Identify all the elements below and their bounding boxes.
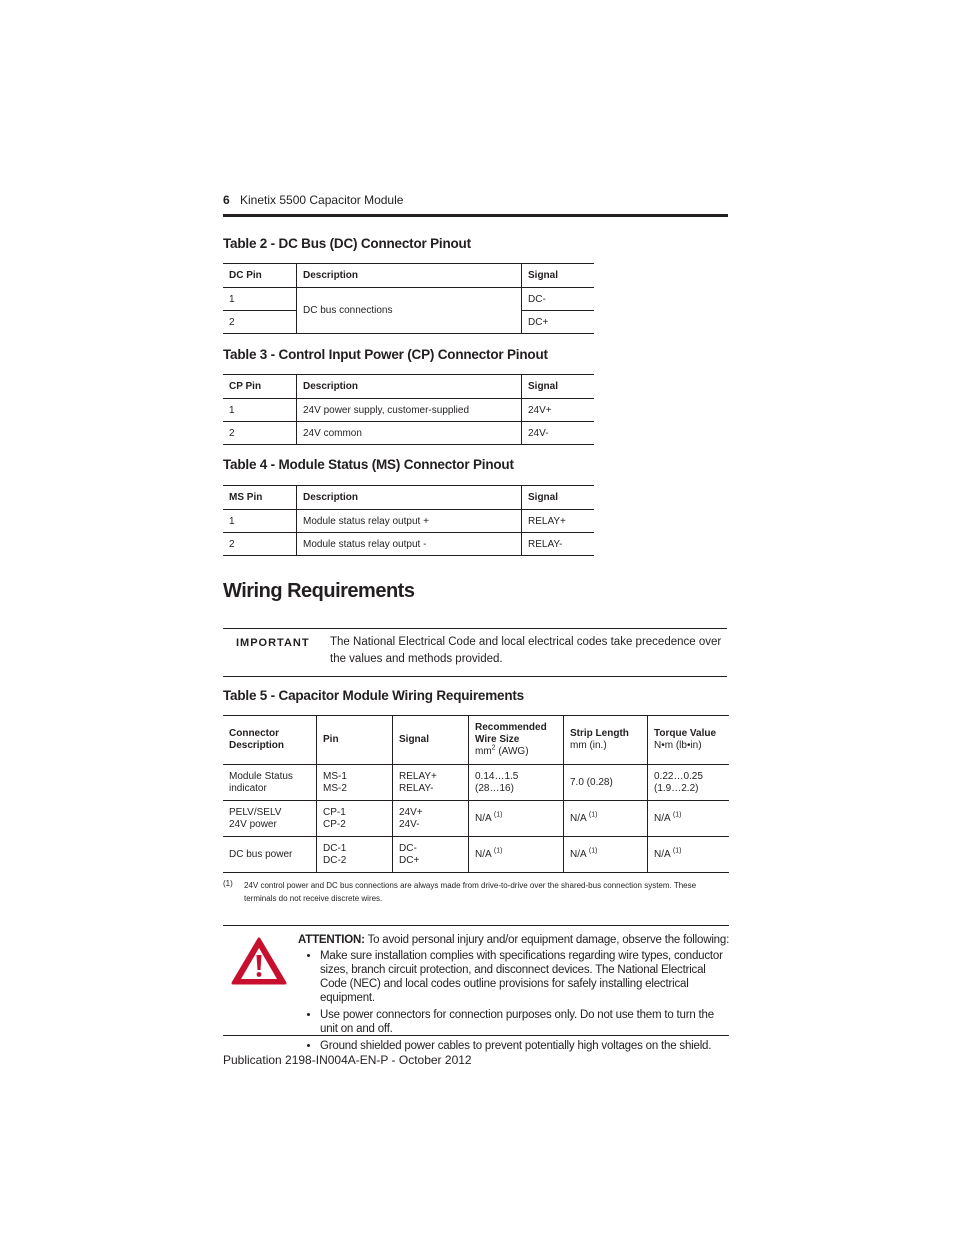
connector-cell: [223, 801, 317, 837]
cell-value: N/A: [570, 848, 587, 860]
column-header: CP Pin: [223, 375, 297, 399]
cell-line: 24V power: [229, 818, 277, 830]
footnote-ref: (1): [588, 847, 598, 855]
pin-cell: 1: [223, 510, 297, 533]
header-line: Torque Value: [654, 728, 717, 739]
torque-cell: [648, 837, 730, 873]
cell-value: N/A: [475, 848, 492, 860]
cell-line: MS-2: [323, 782, 347, 794]
column-header: Signal: [522, 264, 595, 288]
wire-size-cell: [469, 801, 564, 837]
cell-line: (1.9…2.2): [654, 782, 699, 794]
cell-line: DC-2: [323, 854, 347, 866]
pin-cell: 2: [223, 311, 297, 334]
strip-length-cell: 7.0 (0.28): [564, 765, 648, 801]
cell-value: N/A: [570, 812, 587, 824]
attention-list: [298, 949, 730, 1053]
important-label: IMPORTANT: [236, 637, 310, 649]
footnote-ref: (1): [493, 811, 503, 819]
header-rule: [223, 214, 728, 217]
table-row: [223, 765, 729, 801]
unit-text: mm: [475, 746, 492, 757]
header-unit: mm (in.): [570, 740, 607, 751]
cell-line: indicator: [229, 782, 267, 794]
cell-line: 24V+: [399, 806, 423, 818]
pin-cell: 1: [223, 288, 297, 311]
table-header-row: [223, 375, 594, 399]
connector-cell: DC bus power: [223, 837, 317, 873]
pin-cell: [317, 765, 393, 801]
torque-cell: [648, 801, 730, 837]
signal-cell: 24V+: [522, 399, 595, 422]
header-line: Wire Size: [475, 734, 520, 745]
cell-line: DC-1: [323, 842, 347, 854]
wire-size-cell: [469, 837, 564, 873]
column-header-wire-size: [469, 716, 564, 765]
list-item: • Use power connectors for connection purposes only. Do not use them to turn the unit on and off.: [320, 1008, 730, 1036]
signal-cell: RELAY+: [522, 510, 595, 533]
cell-value: N/A: [654, 848, 671, 860]
cell-line: 0.14…1.5: [475, 770, 519, 782]
description-cell: Module status relay output +: [297, 510, 522, 533]
signal-cell: DC+: [522, 311, 595, 334]
column-header-pin: Pin: [317, 716, 393, 765]
list-item: • Ground shielded power cables to prevent potentially high voltages on the shield.: [320, 1039, 730, 1053]
footnote-ref: (1): [672, 847, 682, 855]
column-header: Description: [297, 486, 522, 510]
table-row: [223, 533, 594, 556]
list-item: • Make sure installation complies with specifications regarding wire types, conductor sizes, branch circuit protection, and disconnect devices. The National Electrical Code (NEC) and local codes outline provisions for safely installing electrical equipment.: [320, 949, 730, 1005]
warning-triangle-icon: [231, 936, 287, 991]
table4-ms-pinout: [223, 485, 594, 556]
strip-length-cell: [564, 837, 648, 873]
description-cell: DC bus connections: [297, 288, 522, 334]
cell-line: MS-1: [323, 770, 347, 782]
table3-cp-pinout: [223, 374, 594, 445]
header-line: Description: [229, 740, 285, 751]
table2-caption: Table 2 - DC Bus (DC) Connector Pinout: [223, 236, 471, 251]
signal-cell: [393, 801, 469, 837]
running-header-title: Kinetix 5500 Capacitor Module: [240, 193, 404, 207]
cell-line: (28…16): [475, 782, 514, 794]
column-header-connector: [223, 716, 317, 765]
footnote-ref: (1): [588, 811, 598, 819]
description-cell: 24V power supply, customer-supplied: [297, 399, 522, 422]
column-header: Signal: [522, 486, 595, 510]
cell-line: 0.22…0.25: [654, 770, 703, 782]
table-row: [223, 422, 594, 445]
table-header-row: [223, 716, 729, 765]
column-header-signal: Signal: [393, 716, 469, 765]
description-cell: 24V common: [297, 422, 522, 445]
pin-cell: [317, 837, 393, 873]
cell-line: CP-2: [323, 818, 346, 830]
cell-line: RELAY+: [399, 770, 437, 782]
table5-caption: Table 5 - Capacitor Module Wiring Requirements: [223, 688, 524, 703]
attention-intro: [298, 933, 730, 947]
column-header: MS Pin: [223, 486, 297, 510]
cell-line: DC+: [399, 854, 420, 866]
column-header: Signal: [522, 375, 595, 399]
signal-cell: DC-: [522, 288, 595, 311]
important-text: The National Electrical Code and local electrical codes take precedence over the values and methods provided.: [330, 636, 722, 665]
signal-cell: [393, 765, 469, 801]
cell-line: 24V-: [399, 818, 420, 830]
column-header-strip-length: [564, 716, 648, 765]
page-number: 6: [223, 193, 230, 207]
pin-cell: 2: [223, 533, 297, 556]
table-row: [223, 837, 729, 873]
footnote-text: 24V control power and DC bus connections are always made from drive-to-drive over the shared-bus connection system. These terminals do not receive discrete wires.: [244, 881, 697, 903]
wire-size-cell: [469, 765, 564, 801]
section-title: Wiring Requirements: [223, 580, 415, 602]
pin-cell: 1: [223, 399, 297, 422]
table4-caption: Table 4 - Module Status (MS) Connector Pinout: [223, 457, 514, 472]
column-header: DC Pin: [223, 264, 297, 288]
connector-cell: [223, 765, 317, 801]
table2-dc-pinout: [223, 263, 594, 334]
column-header-torque: [648, 716, 730, 765]
cell-line: RELAY-: [399, 782, 434, 794]
cell-line: CP-1: [323, 806, 346, 818]
signal-cell: 24V-: [522, 422, 595, 445]
header-line: Strip Length: [570, 728, 629, 739]
pin-cell: [317, 801, 393, 837]
publication-footer: Publication 2198-IN004A-EN-P - October 2012: [223, 1053, 472, 1067]
header-line: Recommended: [475, 722, 547, 733]
header-unit: N•m (lb•in): [654, 740, 702, 751]
header-unit: [475, 746, 529, 757]
cell-value: N/A: [475, 812, 492, 824]
attention-text: [298, 933, 730, 1056]
table3-caption: Table 3 - Control Input Power (CP) Connector Pinout: [223, 347, 548, 362]
pin-cell: 2: [223, 422, 297, 445]
cell-line: Module Status: [229, 770, 293, 782]
table-header-row: [223, 264, 594, 288]
unit-text: (AWG): [495, 746, 529, 757]
column-header: Description: [297, 375, 522, 399]
footnote-ref: (1): [493, 847, 503, 855]
table-row: [223, 510, 594, 533]
table-header-row: [223, 486, 594, 510]
cell-value: N/A: [654, 812, 671, 824]
header-line: Connector: [229, 728, 279, 739]
column-header: Description: [297, 264, 522, 288]
cell-line: DC-: [399, 842, 417, 854]
table5-wiring-requirements: [223, 715, 729, 873]
signal-cell: RELAY-: [522, 533, 595, 556]
footnote-number: (1): [223, 879, 233, 888]
attention-intro-text: To avoid personal injury and/or equipment damage, observe the following:: [364, 934, 730, 946]
table-row: [223, 801, 729, 837]
signal-cell: [393, 837, 469, 873]
strip-length-cell: [564, 801, 648, 837]
cell-line: PELV/SELV: [229, 806, 282, 818]
unit-superscript: 2: [491, 744, 496, 752]
attention-label: ATTENTION:: [298, 934, 365, 946]
table-row: [223, 288, 594, 311]
torque-cell: [648, 765, 730, 801]
table-row: [223, 399, 594, 422]
description-cell: Module status relay output -: [297, 533, 522, 556]
footnote-ref: (1): [672, 811, 682, 819]
